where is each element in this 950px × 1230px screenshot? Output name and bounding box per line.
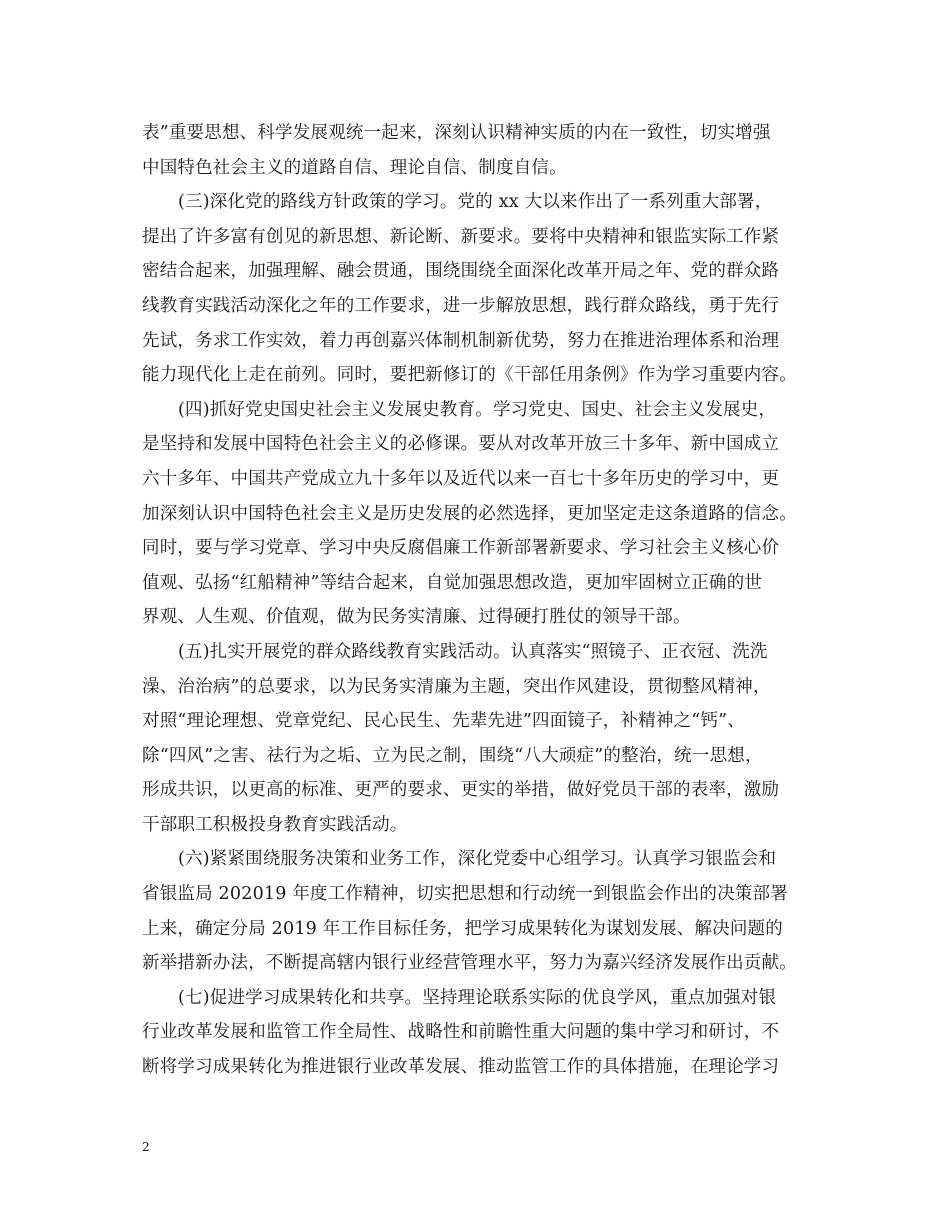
- paragraph-first-line: (四)抓好党史国史社会主义发展史教育。学习党史、国史、社会主义发展史，: [178, 399, 777, 420]
- text-line: 省银监局 202019 年度工作精神，切实把思想和行动统一到银监会作出的决策部署: [142, 884, 788, 905]
- text-line: 能力现代化上走在前列。同时，要把新修订的《干部任用条例》作为学习重要内容。: [142, 365, 797, 386]
- text-line: 中国特色社会主义的道路自信、理论自信、制度自信。: [142, 157, 567, 178]
- paragraph-first-line: (七)促进学习成果转化和共享。坚持理论联系实际的优良学风，重点加强对银: [178, 987, 777, 1008]
- text-line: 界观、人生观、价值观，做为民务实清廉、过得硬打胜仗的领导干部。: [142, 607, 691, 628]
- paragraph-first-line: (六)紧紧围绕服务决策和业务工作，深化党委中心组学习。认真学习银监会和: [178, 849, 777, 870]
- text-line: 形成共识，以更高的标准、更严的要求、更实的举措，做好党员干部的表率，激励: [142, 780, 780, 801]
- text-line: 干部职工积极投身教育实践活动。: [142, 814, 408, 835]
- text-line: 上来，确定分局 2019 年工作目标任务，把学习成果转化为谋划发展、解决问题的: [142, 918, 783, 939]
- text-line: 对照“理论理想、党章党纪、民心民生、先辈先进”四面镜子，补精神之“钙”、: [142, 711, 745, 732]
- text-line: 值观、弘扬“红船精神”等结合起来，自觉加强思想改造，更加牢固树立正确的世: [142, 572, 763, 593]
- page-number: 2: [142, 1140, 150, 1154]
- text-line: 六十多年、中国共产党成立九十多年以及近代以来一百七十多年历史的学习中，更: [142, 468, 780, 489]
- body-text: [142, 116, 842, 1085]
- text-line: 线教育实践活动深化之年的工作要求，进一步解放思想，践行群众路线，勇于先行: [142, 295, 780, 316]
- paragraph-first-line: (三)深化党的路线方针政策的学习。党的 xx 大以来作出了一系列重大部署，: [178, 192, 773, 213]
- text-line: 提出了许多富有创见的新思想、新论断、新要求。要将中央精神和银监实际工作紧: [142, 226, 780, 247]
- text-line: 是坚持和发展中国特色社会主义的必修课。要从对改革开放三十多年、新中国成立: [142, 434, 780, 455]
- text-line: 表”重要思想、科学发展观统一起来，深刻认识精神实质的内在一致性，切实增强: [142, 123, 771, 143]
- text-line: 澡、治治病”的总要求，以为民务实清廉为主题，突出作风建设，贯彻整风精神，: [142, 676, 771, 697]
- text-line: 先试，务求工作实效，着力再创嘉兴体制机制新优势，努力在推进治理体系和治理: [142, 330, 780, 351]
- text-line: 新举措新办法，不断提高辖内银行业经营管理水平，努力为嘉兴经济发展作出贡献。: [142, 953, 797, 974]
- text-line: 除“四风”之害、祛行为之垢、立为民之制，围绕“八大顽症”的整治，统一思想，: [142, 745, 763, 766]
- text-line: 同时，要与学习党章、学习中央反腐倡廉工作新部署新要求、学习社会主义核心价: [142, 538, 780, 559]
- text-line: 密结合起来，加强理解、融会贯通，围绕围绕全面深化改革开局之年、党的群众路: [142, 261, 780, 282]
- paragraph-first-line: (五)扎实开展党的群众路线教育实践活动。认真落实“照镜子、正衣冠、洗洗: [178, 641, 768, 662]
- text-line: 断将学习成果转化为推进银行业改革发展、推动监管工作的具体措施，在理论学习: [142, 1057, 780, 1078]
- text-line: 加深刻认识中国特色社会主义是历史发展的必然选择，更加坚定走这条道路的信念。: [142, 503, 797, 524]
- text-line: 行业改革发展和监管工作全局性、战略性和前瞻性重大问题的集中学习和研讨，不: [142, 1022, 780, 1043]
